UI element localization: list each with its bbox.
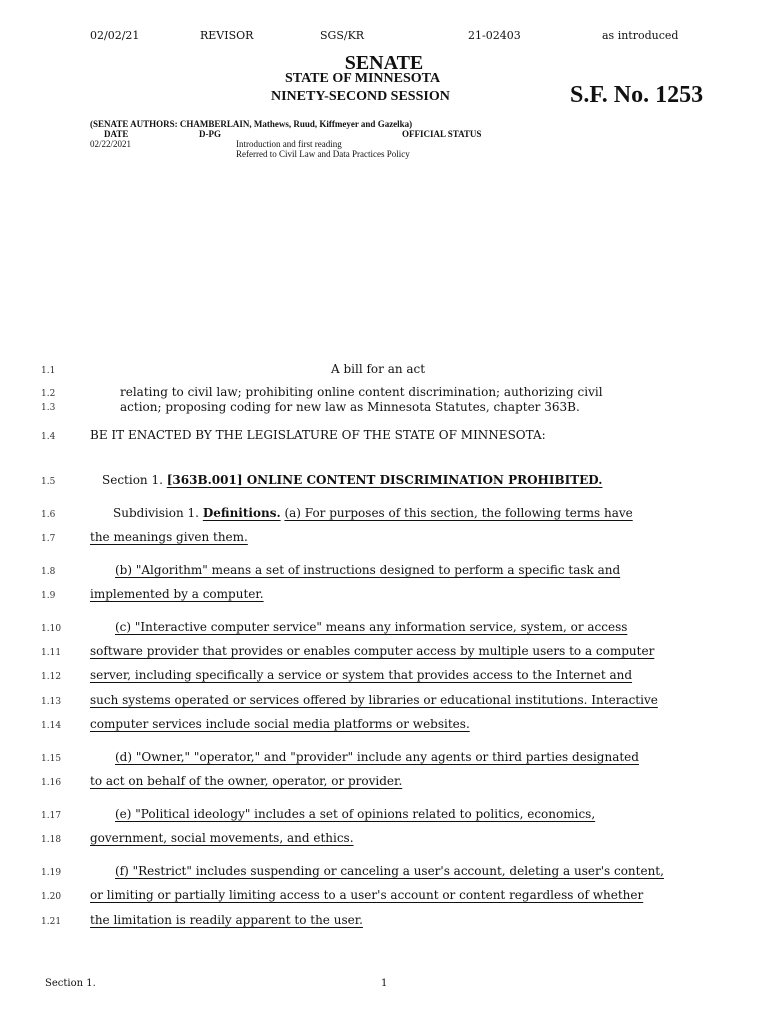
header-date: 02/02/21 bbox=[90, 29, 140, 42]
body-line-8: (b) "Algorithm" means a set of instructions designed to perform a specific task and bbox=[115, 563, 621, 577]
col-date: DATE bbox=[104, 129, 129, 139]
line-number: 1.19 bbox=[41, 868, 62, 878]
bill-title-line-1: relating to civil law; prohibiting online content discrimination; authorizing civil bbox=[120, 385, 603, 399]
header-status: as introduced bbox=[602, 29, 679, 42]
header-revisor: REVISOR bbox=[200, 29, 254, 42]
section-label: Section 1. bbox=[102, 473, 163, 487]
body-line-16: to act on behalf of the owner, operator, or provider. bbox=[90, 774, 403, 788]
body-line-12: server, including specifically a service or system that provides access to the Internet and bbox=[90, 668, 633, 682]
chamber-title: SENATE bbox=[344, 52, 424, 74]
line-number: 1.11 bbox=[41, 648, 62, 658]
line-number: 1.13 bbox=[41, 697, 62, 707]
body-line-19: (f) "Restrict" includes suspending or canceling a user's account, deleting a user's content, bbox=[115, 864, 664, 878]
line-number: 1.3 bbox=[41, 403, 56, 413]
section-heading bbox=[102, 473, 602, 487]
header-doc-number: 21-02403 bbox=[468, 29, 521, 42]
page-number: 1 bbox=[381, 978, 388, 989]
subdivision-label: Subdivision 1. bbox=[113, 506, 199, 520]
entry-action-1: Introduction and first reading bbox=[236, 139, 342, 149]
body-line-18: government, social movements, and ethics. bbox=[90, 831, 354, 845]
col-dpg: D-PG bbox=[199, 129, 221, 139]
enacting-clause: BE IT ENACTED BY THE LEGISLATURE OF THE STATE OF MINNESOTA: bbox=[90, 428, 546, 442]
line-number: 1.6 bbox=[41, 510, 56, 520]
body-line-10: (c) "Interactive computer service" means any information service, system, or access bbox=[115, 620, 628, 634]
section-title: [363B.001] ONLINE CONTENT DISCRIMINATION PROHIBITED. bbox=[166, 473, 603, 487]
line-number: 1.20 bbox=[41, 892, 62, 902]
line-number: 1.16 bbox=[41, 778, 62, 788]
footer-section: Section 1. bbox=[45, 978, 96, 989]
line-number: 1.2 bbox=[41, 389, 56, 399]
body-line-9: implemented by a computer. bbox=[90, 587, 264, 601]
session-title: NINETY-SECOND SESSION bbox=[271, 89, 450, 104]
line-number: 1.9 bbox=[41, 591, 56, 601]
line-number: 1.12 bbox=[41, 672, 62, 682]
body-line-21: the limitation is readily apparent to the user. bbox=[90, 913, 363, 927]
bill-heading: A bill for an act bbox=[331, 362, 426, 376]
entry-date: 02/22/2021 bbox=[90, 139, 132, 149]
entry-action-2: Referred to Civil Law and Data Practices Policy bbox=[236, 149, 410, 159]
subdivision-title: Definitions. bbox=[202, 506, 281, 520]
file-number: S.F. No. 1253 bbox=[570, 82, 704, 108]
line-number: 1.7 bbox=[41, 534, 56, 544]
subdivision-line bbox=[113, 506, 633, 520]
line-number: 1.17 bbox=[41, 811, 62, 821]
col-status: OFFICIAL STATUS bbox=[402, 129, 482, 139]
bill-title-line-2: action; proposing coding for new law as Minnesota Statutes, chapter 363B. bbox=[120, 400, 580, 414]
line-number: 1.1 bbox=[41, 366, 56, 376]
body-line-13: such systems operated or services offered by libraries or educational institutions. Interactive bbox=[90, 693, 658, 707]
body-line-6: (a) For purposes of this section, the following terms have bbox=[284, 506, 633, 520]
line-number: 1.18 bbox=[41, 835, 62, 845]
body-line-17: (e) "Political ideology" includes a set of opinions related to politics, economics, bbox=[115, 807, 596, 821]
state-title: STATE OF MINNESOTA bbox=[285, 71, 441, 86]
line-number: 1.14 bbox=[41, 721, 62, 731]
body-line-20: or limiting or partially limiting access to a user's account or content regardless of whether bbox=[90, 888, 644, 902]
body-line-15: (d) "Owner," "operator," and "provider" include any agents or third parties designated bbox=[115, 750, 639, 764]
header-initials: SGS/KR bbox=[320, 29, 365, 42]
body-line-11: software provider that provides or enables computer access by multiple users to a computer bbox=[90, 644, 655, 658]
line-number: 1.4 bbox=[41, 432, 56, 442]
line-number: 1.5 bbox=[41, 477, 56, 487]
body-line-7: the meanings given them. bbox=[90, 530, 248, 544]
line-number: 1.10 bbox=[41, 624, 62, 634]
authors-line: (SENATE AUTHORS: CHAMBERLAIN, Mathews, Ruud, Kiffmeyer and Gazelka) bbox=[90, 119, 413, 129]
line-number: 1.8 bbox=[41, 567, 56, 577]
line-number: 1.21 bbox=[41, 917, 62, 927]
line-number: 1.15 bbox=[41, 754, 62, 764]
body-line-14: computer services include social media platforms or websites. bbox=[90, 717, 470, 731]
